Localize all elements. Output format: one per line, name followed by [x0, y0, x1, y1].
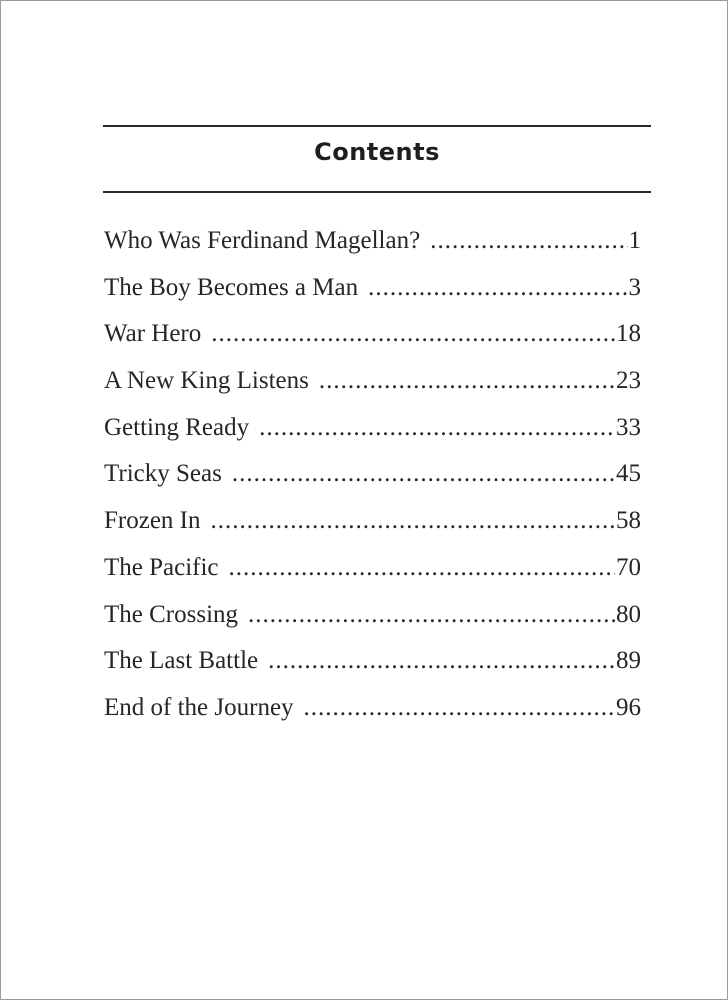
toc-entry: [104, 507, 641, 554]
toc-entry: [104, 227, 641, 274]
toc-entry: [104, 460, 641, 507]
chapter-title: The Pacific: [104, 553, 219, 581]
top-rule: [103, 125, 651, 127]
page-number: 45: [616, 460, 641, 488]
page-number: 3: [628, 273, 641, 301]
chapter-title: Tricky Seas: [104, 460, 222, 488]
table-of-contents: [104, 227, 641, 741]
page-number: 1: [628, 227, 641, 254]
dot-leader: [268, 647, 615, 675]
chapter-title: The Boy Becomes a Man: [104, 273, 359, 301]
chapter-title: End of the Journey: [104, 693, 294, 721]
dot-leader: [211, 320, 615, 348]
page-number: 58: [616, 507, 641, 535]
chapter-title: A New King Listens: [104, 367, 309, 395]
contents-heading: Contents: [314, 138, 440, 166]
dot-leader: [248, 601, 615, 629]
dot-leader: [232, 460, 615, 488]
toc-entry: [104, 647, 641, 694]
chapter-title: The Crossing: [104, 600, 239, 628]
page-number: 80: [616, 600, 641, 628]
page-number: 18: [616, 320, 641, 348]
dot-leader: [211, 507, 616, 535]
page-number: 23: [616, 367, 641, 395]
toc-entry: [104, 320, 641, 367]
dot-leader: [229, 554, 615, 582]
chapter-title: Who Was Ferdinand Magellan?: [104, 227, 421, 254]
page-number: 96: [616, 693, 641, 721]
chapter-title: Getting Ready: [104, 413, 250, 441]
chapter-title: War Hero: [104, 320, 202, 348]
bottom-rule: [103, 191, 651, 193]
toc-entry: [104, 601, 641, 648]
page-number: 89: [616, 647, 641, 675]
dot-leader: [259, 414, 615, 442]
chapter-title: Frozen In: [104, 507, 201, 535]
dot-leader: [304, 694, 615, 722]
dot-leader: [430, 227, 627, 255]
dot-leader: [368, 274, 627, 302]
toc-entry: [104, 694, 641, 741]
page-number: 33: [616, 413, 641, 441]
dot-leader: [319, 367, 615, 395]
toc-entry: [104, 367, 641, 414]
page-number: 70: [616, 553, 641, 581]
chapter-title: The Last Battle: [104, 647, 259, 675]
toc-entry: [104, 414, 641, 461]
toc-entry: [104, 274, 641, 321]
toc-entry: [104, 554, 641, 601]
